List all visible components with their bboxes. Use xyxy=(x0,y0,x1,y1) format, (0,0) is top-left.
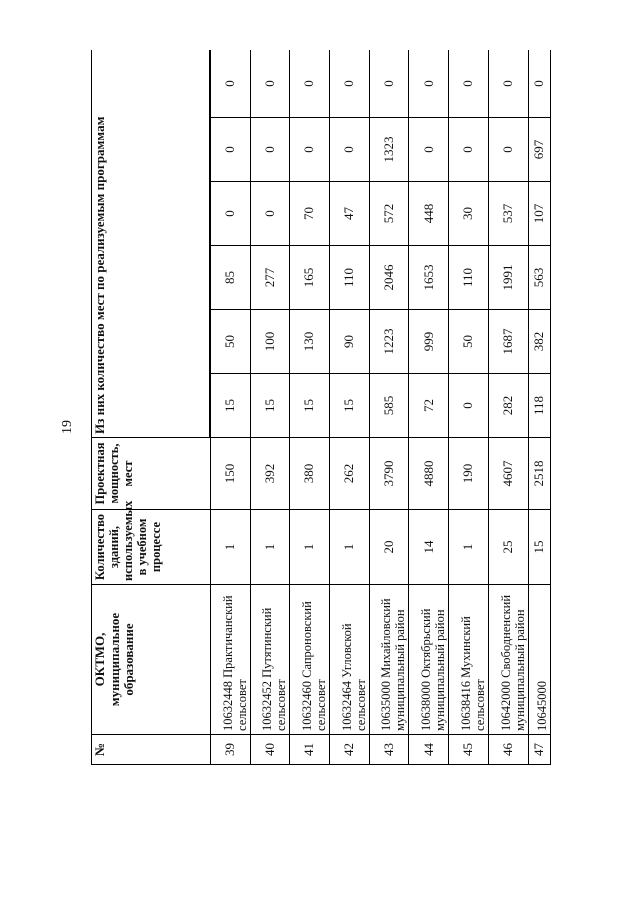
row-number: 43 xyxy=(369,735,409,765)
row-program-3: 277 xyxy=(250,246,290,310)
row-program-3: 165 xyxy=(290,246,330,310)
table-row xyxy=(211,50,251,765)
row-program-5: 0 xyxy=(211,118,251,182)
row-oktmo-name: 10638416 Мухинский сельсовет xyxy=(449,585,489,735)
places-table xyxy=(91,50,551,765)
row-buildings: 15 xyxy=(528,510,551,585)
row-program-1: 282 xyxy=(488,374,528,438)
row-number: 45 xyxy=(449,735,489,765)
row-program-5: 697 xyxy=(528,118,551,182)
row-capacity: 262 xyxy=(330,438,370,510)
row-program-6: 0 xyxy=(211,50,251,118)
header-programs: Из них количество мест по реализуемым программам xyxy=(92,50,210,438)
row-program-4: 107 xyxy=(528,182,551,246)
row-program-2: 1223 xyxy=(369,310,409,374)
row-program-3: 1991 xyxy=(488,246,528,310)
row-capacity: 190 xyxy=(449,438,489,510)
row-buildings: 1 xyxy=(330,510,370,585)
row-program-5: 0 xyxy=(290,118,330,182)
table-row xyxy=(330,50,370,765)
row-number: 39 xyxy=(211,735,251,765)
row-program-2: 130 xyxy=(290,310,330,374)
page-number xyxy=(62,412,74,442)
row-program-2: 382 xyxy=(528,310,551,374)
row-program-5: 0 xyxy=(449,118,489,182)
row-program-5: 0 xyxy=(250,118,290,182)
header-buildings: Количество зданий, используемых в учебном процессе xyxy=(92,510,211,585)
row-capacity: 4607 xyxy=(488,438,528,510)
row-program-2: 1687 xyxy=(488,310,528,374)
row-program-6: 0 xyxy=(369,50,409,118)
row-buildings: 1 xyxy=(290,510,330,585)
row-oktmo-name: 10632452 Путятинский сельсовет xyxy=(250,585,290,735)
row-program-3: 2046 xyxy=(369,246,409,310)
row-program-1: 15 xyxy=(330,374,370,438)
table-row xyxy=(369,50,409,765)
row-program-6: 0 xyxy=(409,50,449,118)
table-row xyxy=(290,50,330,765)
row-capacity: 150 xyxy=(211,438,251,510)
row-oktmo-name: 10632460 Сапроновский сельсовет xyxy=(290,585,330,735)
table-row xyxy=(449,50,489,765)
row-program-1: 15 xyxy=(290,374,330,438)
page-number-text: 19 xyxy=(60,420,75,434)
table-row xyxy=(250,50,290,765)
row-program-1: 585 xyxy=(369,374,409,438)
row-oktmo-name: 10638000 Октябрьский муниципальный район xyxy=(409,585,449,735)
row-program-4: 448 xyxy=(409,182,449,246)
header-capacity: Проектная мощность, мест xyxy=(92,438,211,510)
row-program-3: 1653 xyxy=(409,246,449,310)
row-program-5: 0 xyxy=(488,118,528,182)
row-buildings: 1 xyxy=(211,510,251,585)
row-number: 42 xyxy=(330,735,370,765)
row-oktmo-name: 10632464 Угловской сельсовет xyxy=(330,585,370,735)
row-program-2: 50 xyxy=(211,310,251,374)
row-program-6: 0 xyxy=(449,50,489,118)
row-program-4: 0 xyxy=(211,182,251,246)
row-program-6: 0 xyxy=(528,50,551,118)
row-program-4: 47 xyxy=(330,182,370,246)
row-program-5: 0 xyxy=(409,118,449,182)
header-oktmo: ОКТМО, муниципальное образование xyxy=(92,585,211,735)
row-oktmo-name: 10635000 Михайловский муниципальный район xyxy=(369,585,409,735)
row-program-3: 110 xyxy=(330,246,370,310)
row-oktmo-name: 10642000 Свободненский муниципальный район xyxy=(488,585,528,735)
row-program-1: 15 xyxy=(211,374,251,438)
row-capacity: 3790 xyxy=(369,438,409,510)
row-capacity: 4880 xyxy=(409,438,449,510)
row-program-4: 0 xyxy=(250,182,290,246)
row-program-2: 999 xyxy=(409,310,449,374)
row-program-5: 1323 xyxy=(369,118,409,182)
row-program-4: 30 xyxy=(449,182,489,246)
row-program-3: 85 xyxy=(211,246,251,310)
row-number: 41 xyxy=(290,735,330,765)
row-program-4: 537 xyxy=(488,182,528,246)
table-row xyxy=(409,50,449,765)
row-number: 46 xyxy=(488,735,528,765)
row-program-2: 50 xyxy=(449,310,489,374)
table-row xyxy=(488,50,528,765)
row-buildings: 1 xyxy=(449,510,489,585)
rotated-table-container xyxy=(91,50,551,765)
row-number: 40 xyxy=(250,735,290,765)
table-body xyxy=(211,50,551,765)
row-program-6: 0 xyxy=(488,50,528,118)
header-row-1 xyxy=(92,50,210,765)
row-program-6: 0 xyxy=(290,50,330,118)
row-program-4: 70 xyxy=(290,182,330,246)
header-num: № xyxy=(92,735,211,765)
row-program-3: 563 xyxy=(528,246,551,310)
row-program-1: 118 xyxy=(528,374,551,438)
table-row xyxy=(528,50,551,765)
row-buildings: 20 xyxy=(369,510,409,585)
row-number: 44 xyxy=(409,735,449,765)
row-program-1: 0 xyxy=(449,374,489,438)
row-program-4: 572 xyxy=(369,182,409,246)
row-program-6: 0 xyxy=(330,50,370,118)
row-capacity: 2518 xyxy=(528,438,551,510)
row-program-1: 15 xyxy=(250,374,290,438)
row-program-2: 90 xyxy=(330,310,370,374)
row-program-6: 0 xyxy=(250,50,290,118)
table-viewport xyxy=(91,50,551,765)
row-buildings: 14 xyxy=(409,510,449,585)
row-program-5: 0 xyxy=(330,118,370,182)
row-program-1: 72 xyxy=(409,374,449,438)
row-number: 47 xyxy=(528,735,551,765)
row-capacity: 392 xyxy=(250,438,290,510)
row-oktmo-name: 10645000 xyxy=(528,585,551,735)
row-oktmo-name: 10632448 Практичанский сельсовет xyxy=(211,585,251,735)
row-capacity: 380 xyxy=(290,438,330,510)
row-program-3: 110 xyxy=(449,246,489,310)
row-program-2: 100 xyxy=(250,310,290,374)
row-buildings: 25 xyxy=(488,510,528,585)
row-buildings: 1 xyxy=(250,510,290,585)
